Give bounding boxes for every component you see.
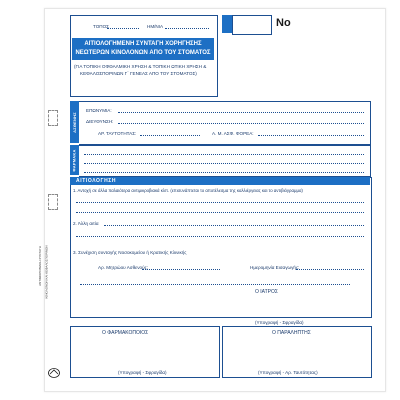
patient-id-label: ΑΡ. ΤΑΥΤΟΤΗΤΑΣ: — [98, 131, 137, 136]
doctor-sign-caption: (Υπογραφή - Σφραγίδα) — [255, 320, 304, 325]
number-label: No — [276, 17, 291, 29]
drug-line-1[interactable] — [84, 154, 364, 155]
admission-label: Ημερομηνία Εισαγωγής: — [250, 265, 300, 270]
patient-insurance-label: Α. Μ. ΑΣΦ. ΦΟΡΕΑ: — [212, 131, 254, 136]
number-box[interactable] — [232, 15, 272, 35]
side-text — [37, 230, 68, 310]
justification-title: ΑΙΤΙΟΛΟΓΗΣΗ — [70, 177, 370, 185]
patient-tab-label: ΑΣΘΕΝΗΣ — [72, 111, 77, 133]
form-title — [72, 38, 214, 60]
side-text-line2: ΚΙΝΟΛΟΝΩΝ ΚΑΙ ΚΕΦΑΛΟΣΠΟΡΙΝΩΝ — [44, 245, 49, 299]
number-tab — [222, 15, 232, 33]
corner-mark-mid — [48, 194, 58, 210]
reason-1-line-1[interactable] — [76, 202, 364, 203]
patient-address-field[interactable] — [118, 123, 364, 124]
reason-3-text[interactable]: 3. Συνέχιση συνταγής Νοσοκομείου ή Κρατικής Κλινικής — [73, 250, 187, 255]
reason-2-field[interactable] — [104, 225, 364, 226]
reason-2-text[interactable]: 2. Άλλη αιτία — [73, 221, 99, 226]
reason-1-text[interactable]: 1. Αντοχή σε άλλα παλαιότερα αντιμικροβιακά κλπ. (επισυνάπτεται το αποτέλεσμα της καλλιέργειας και το αντιβιόγραμμα) — [73, 188, 303, 193]
reason-2-line-2[interactable] — [76, 236, 364, 237]
drugs-tab-label: ΦΑΡΜΑΚΑ — [72, 148, 78, 172]
form-title-line1: ΑΙΤΙΟΛΟΓΗΜΕΝΗ ΣΥΝΤΑΓΗ ΧΟΡΗΓΗΣΗΣ — [84, 41, 202, 47]
pharmacist-label: Ο ΦΑΡΜΑΚΟΠΟΙΟΣ — [102, 330, 149, 336]
place-label: ΤΟΠΟΣ — [93, 24, 110, 29]
receiver-label: Ο ΠΑΡΑΛΗΠΤΗΣ — [272, 330, 311, 336]
form-title-line2: ΝΕΩΤΕΡΩΝ ΚΙΝΟΛΟΝΩΝ ΑΠΟ ΤΟΥ ΣΤΟΜΑΤΟΣ — [75, 50, 211, 56]
date-label: ΗΜ/ΝΙΑ — [147, 24, 164, 29]
subtitle-line2: ΚΕΦΑΛΟΣΠΟΡΙΝΩΝ Γ΄ ΓΕΝΕΑΣ ΑΠΟ ΤΟΥ ΣΤΟΜΑΤΟΣ) — [80, 71, 197, 76]
patient-surname-label: ΕΠΩΝΥΜΙΑ: — [86, 108, 112, 113]
patient-address-label: ΔΙΕΥΘΥΝΣΗ: — [86, 119, 114, 124]
side-text-line1: ΑΝΤΙΜΙΚΡΟΒΙΑΚΗ ΣΥΝΤΑΓΗ — [37, 246, 42, 286]
place-field[interactable] — [107, 28, 139, 29]
registry-field[interactable] — [142, 269, 220, 270]
reason-1-line-2[interactable] — [76, 212, 364, 213]
patient-insurance-field[interactable] — [258, 135, 364, 136]
subtitle-line1: (ΓΙΑ ΤΟΠΙΚΗ ΟΦΘΑΛΜΙΚΗ ΧΡΗΣΗ & ΤΟΠΙΚΗ ΩΤΙΚΗ ΧΡΗΣΗ & — [74, 64, 207, 69]
drug-line-3[interactable] — [84, 172, 364, 173]
patient-id-field[interactable] — [140, 135, 200, 136]
registry-label: Αρ. Μητρώου Ασθενούς: — [98, 265, 149, 270]
justification-section — [70, 177, 372, 318]
doctor-label: Ο ΙΑΤΡΟΣ — [255, 289, 279, 295]
admission-field[interactable] — [296, 269, 364, 270]
doctor-signature-line[interactable] — [80, 284, 350, 285]
date-field[interactable] — [165, 28, 209, 29]
patient-surname-field[interactable] — [118, 112, 364, 113]
publisher-logo-icon — [48, 365, 60, 375]
corner-mark-top — [48, 110, 58, 126]
receiver-sign-caption: (Υπογραφή - Αρ. Ταυτότητας) — [258, 370, 318, 375]
drugs-tab — [70, 145, 79, 175]
pharmacist-sign-caption: (Υπογραφή - Σφραγίδα) — [118, 370, 167, 375]
patient-tab — [70, 101, 79, 143]
drug-line-2[interactable] — [84, 163, 364, 164]
